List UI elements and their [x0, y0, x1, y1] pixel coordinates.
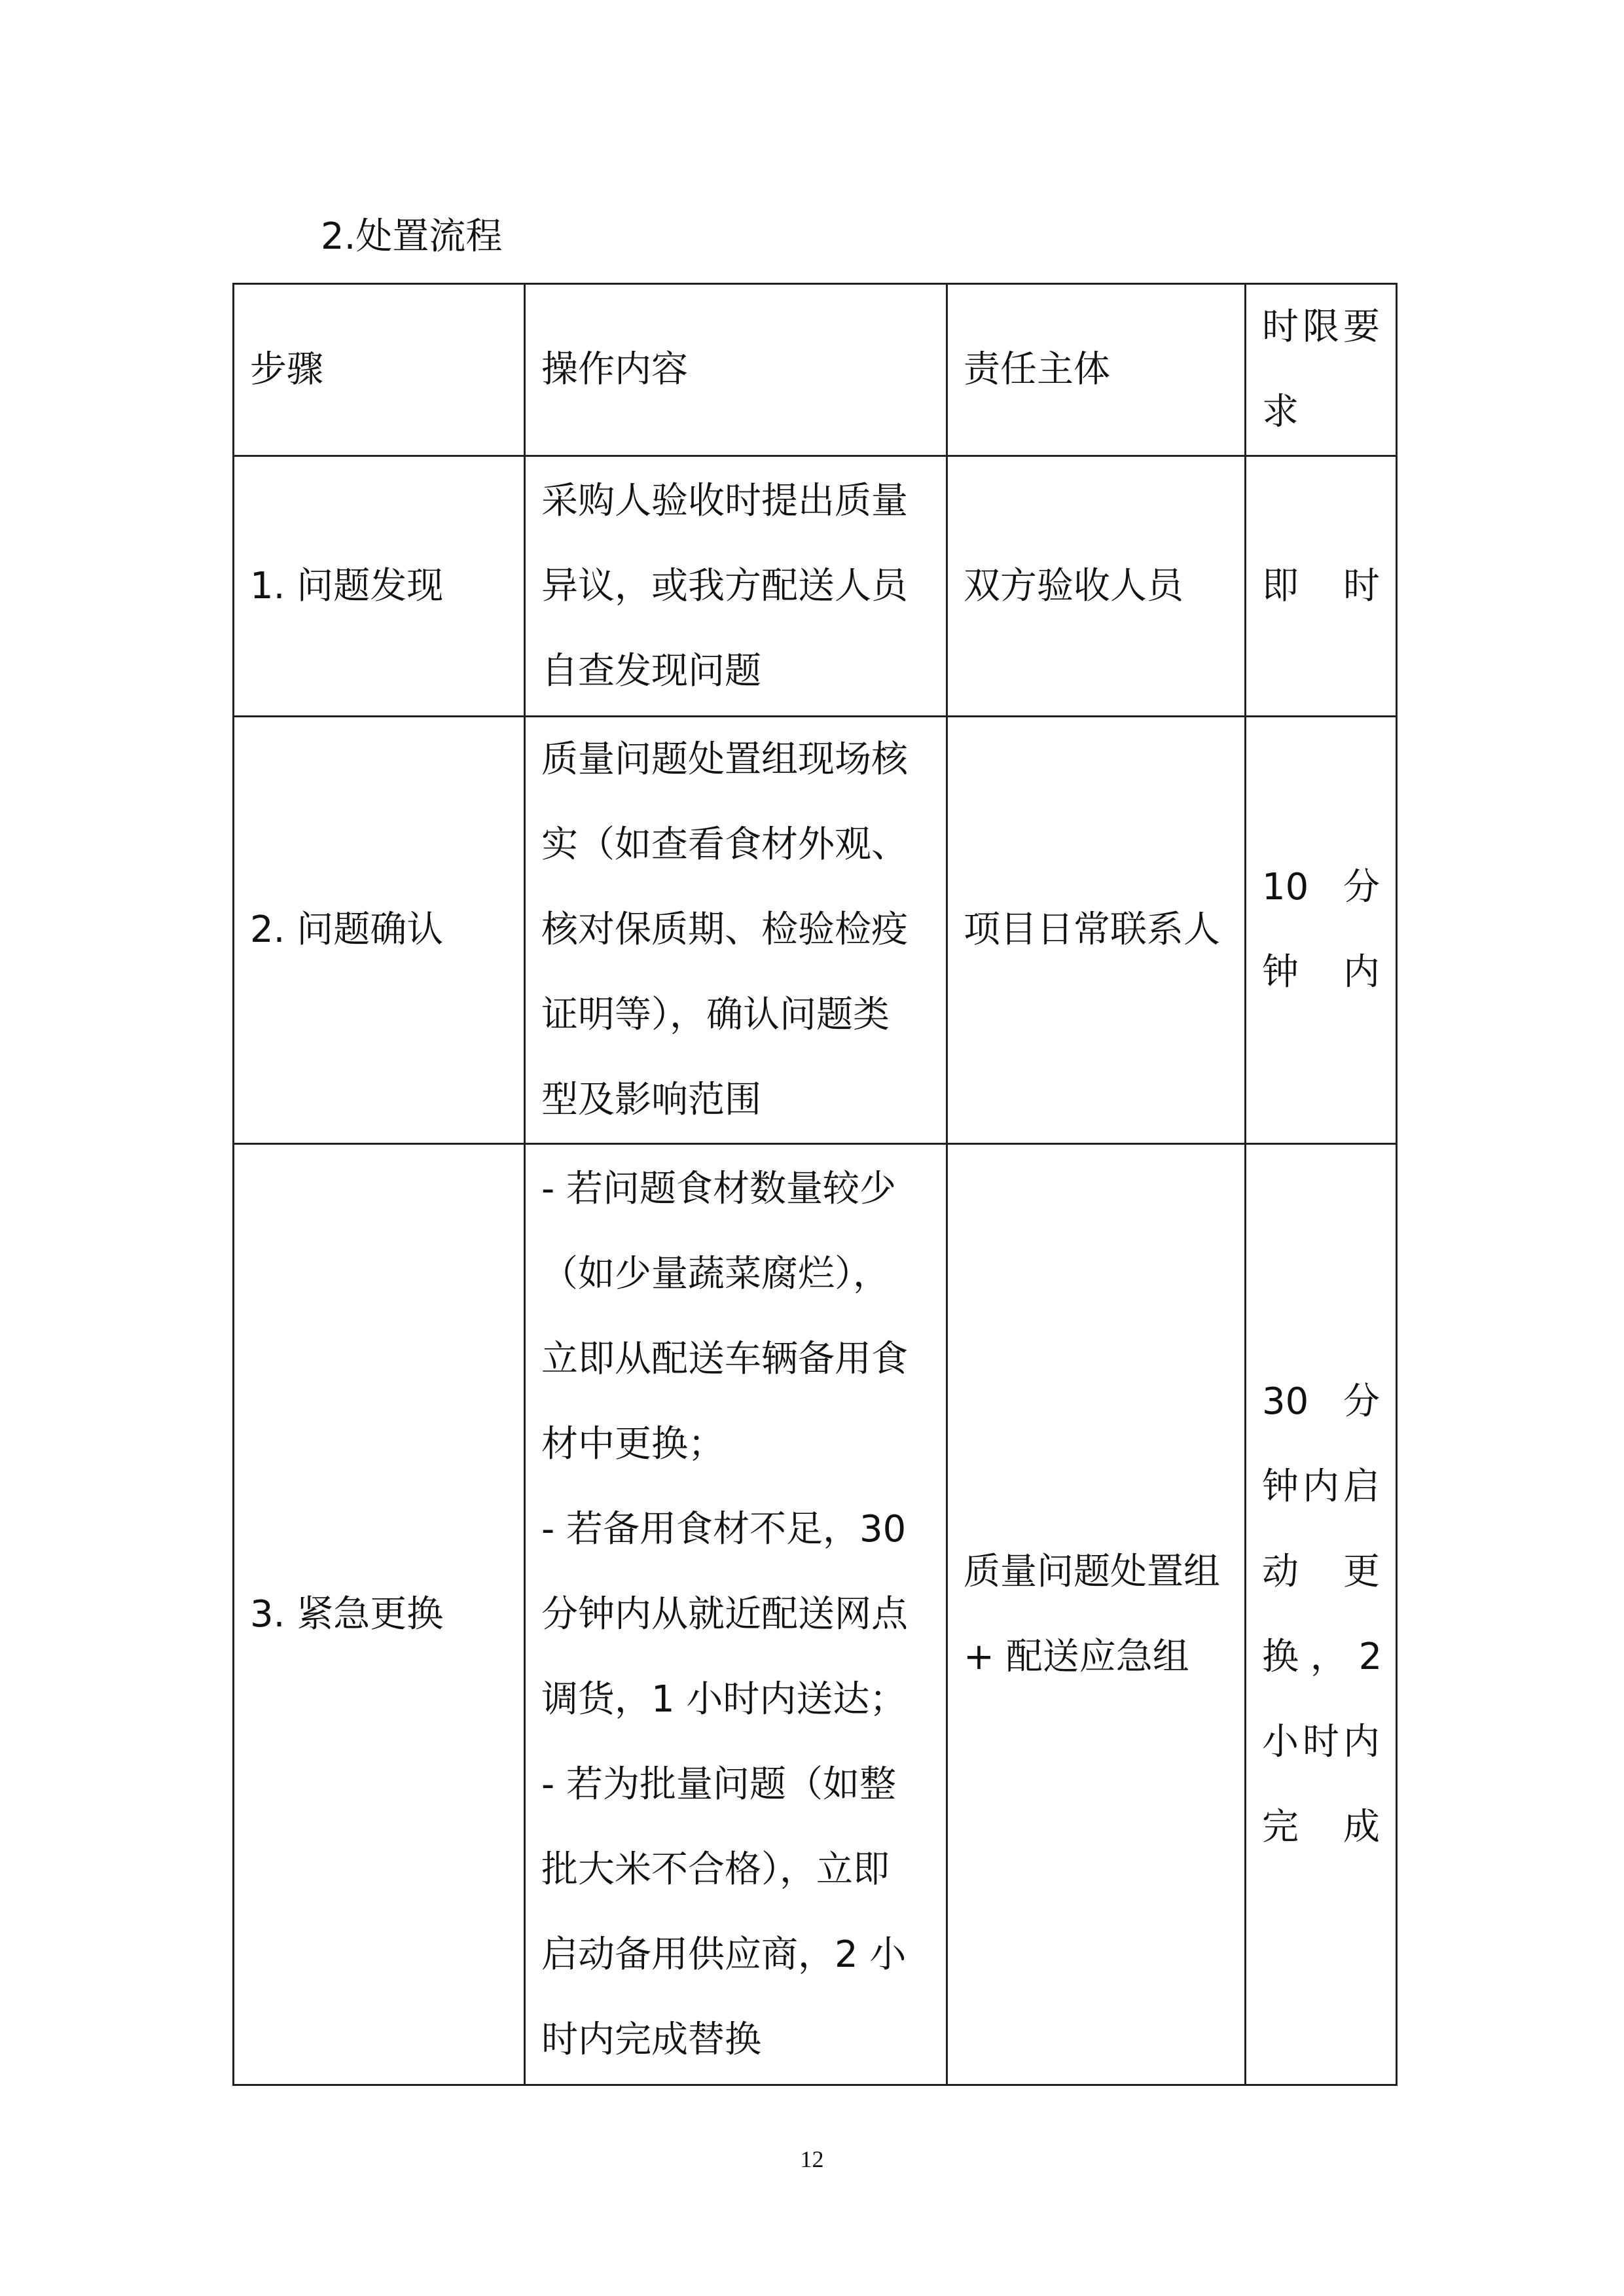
row-time-limit	[1246, 717, 1397, 1144]
time-line: 小时内	[1262, 1720, 1380, 1763]
row-time-limit	[1246, 1144, 1397, 2085]
section-title: 2.处置流程	[321, 215, 503, 258]
row-step: 2. 问题确认	[234, 717, 525, 1144]
time-line: 30 分	[1262, 1380, 1380, 1423]
content-line: 批大米不合格），立即	[541, 1848, 890, 1891]
content-line: 实（如查看食材外观、	[541, 823, 908, 866]
row-owner	[947, 1144, 1246, 2085]
content-line: - 若备用食材不足，30	[541, 1507, 907, 1551]
owner-line: 双方验收人员	[964, 564, 1183, 607]
time-line: 完成	[1262, 1805, 1380, 1848]
time-line: 动 更	[1262, 1550, 1380, 1593]
row-time-limit	[1246, 456, 1397, 717]
time-line: 换 ， 2	[1262, 1635, 1382, 1678]
content-line: 启动备用供应商，2 小	[541, 1933, 907, 1976]
time-line: 钟内	[1262, 951, 1380, 994]
content-line: 核对保质期、检验检疫	[541, 908, 908, 951]
content-line: 立即从配送车辆备用食	[541, 1337, 908, 1380]
row-step: 3. 紧急更换	[234, 1144, 525, 2085]
disposal-process-table	[232, 283, 1398, 2086]
table-row	[234, 456, 1397, 717]
row-content	[525, 717, 947, 1144]
content-line: 异议，或我方配送人员	[541, 564, 908, 607]
header-content: 操作内容	[525, 284, 947, 456]
row-content	[525, 456, 947, 717]
content-line: 自查发现问题	[541, 649, 761, 692]
time-line: 即时	[1262, 564, 1380, 607]
table-header-row	[234, 284, 1397, 456]
table-row	[234, 1144, 1397, 2085]
row-owner	[947, 456, 1246, 717]
owner-line: 质量问题处置组	[964, 1550, 1220, 1593]
header-time-line: 求	[1262, 391, 1299, 433]
header-time-line: 时限要	[1262, 306, 1380, 348]
table-row	[234, 717, 1397, 1144]
content-line: （如少量蔬菜腐烂），	[541, 1252, 890, 1295]
content-line: 调货，1 小时内送达；	[541, 1677, 907, 1721]
content-line: 时内完成替换	[541, 2018, 761, 2061]
content-line: 材中更换；	[541, 1422, 725, 1465]
content-line: 采购人验收时提出质量	[541, 479, 908, 522]
content-line: 分钟内从就近配送网点	[541, 1592, 908, 1636]
row-step: 1. 问题发现	[234, 456, 525, 717]
header-owner: 责任主体	[947, 284, 1246, 456]
time-line: 钟内启	[1262, 1465, 1380, 1508]
owner-line: 项目日常联系人	[964, 908, 1220, 951]
content-line: 证明等），确认问题类	[541, 994, 890, 1036]
owner-line: + 配送应急组	[964, 1635, 1189, 1678]
content-line: - 若为批量问题（如整	[541, 1763, 897, 1806]
content-line: 质量问题处置组现场核	[541, 738, 908, 781]
page-number: 12	[800, 2146, 824, 2172]
header-time-limit	[1246, 284, 1397, 456]
time-line: 10 分	[1262, 866, 1380, 908]
content-line: 型及影响范围	[541, 1079, 761, 1121]
content-line: - 若问题食材数量较少	[541, 1167, 897, 1210]
row-content	[525, 1144, 947, 2085]
header-step: 步骤	[234, 284, 525, 456]
row-owner	[947, 717, 1246, 1144]
